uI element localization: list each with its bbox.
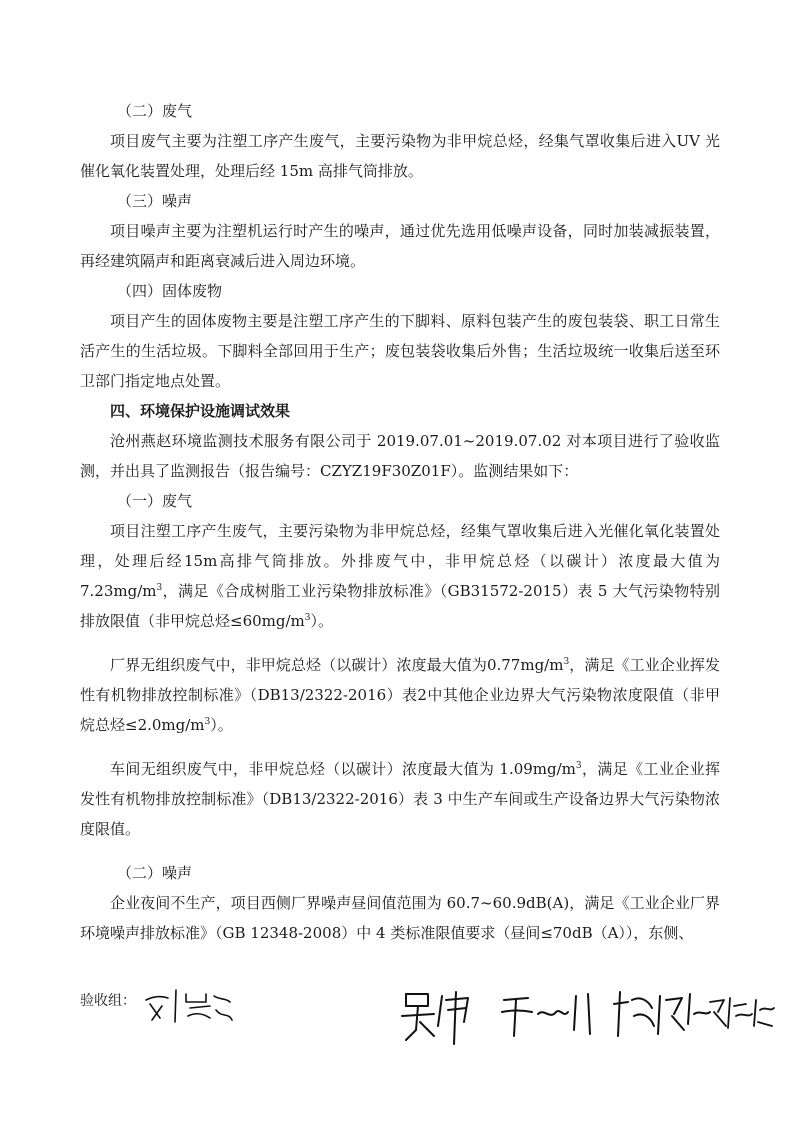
paragraph-results-gas-1 xyxy=(80,516,720,636)
paragraph-solid-waste: 项目产生的固体废物主要是注塑工序产生的下脚料、原料包装产生的废包装袋、职工日常生活产生的生活垃圾。下脚料全部回用于生产；废包装袋收集后外售；生活垃圾统一收集后送至环卫部门指定地点处置。 xyxy=(80,312,720,390)
paragraph-results-noise: 企业夜间不生产，项目西侧厂界噪声昼间值范围为 60.7~60.9dB(A)，满足《工业企业厂界环境噪声排放标准》（GB 12348-2008）中 4 类标准限值要求（昼间≤70dB（A）），东侧、 xyxy=(80,894,720,942)
text-run: ，满足《合成树脂工业污染物排放标准》（GB31572-2015）表 5 大气污染物特别排放限值（非甲烷总烃≤60mg/m xyxy=(80,582,720,630)
superscript: 3 xyxy=(563,657,570,667)
paragraph-results-gas-2 xyxy=(80,650,720,740)
text-run: ，满足《工业企业挥发性有机物排放控制标准》（DB13/2322-2016）表 3 中生产车间或生产设备边界大气污染物浓度限值。 xyxy=(80,760,720,838)
handwritten-signature-4 xyxy=(612,986,712,1042)
signature-row xyxy=(80,982,780,1052)
superscript: 3 xyxy=(575,761,582,771)
spacer xyxy=(80,740,720,754)
spacer xyxy=(80,636,720,650)
signature-label: 验收组： xyxy=(80,993,136,1009)
section-heading-results-noise: （二）噪声 xyxy=(117,864,193,882)
paragraph-waste-gas: 项目废气主要为注塑工序产生废气，主要污染物为非甲烷总烃，经集气罩收集后进入UV 光催化氧化装置处理，处理后经 15m 高排气筒排放。 xyxy=(80,132,720,180)
section-heading-waste-gas: （二）废气 xyxy=(117,102,193,120)
handwritten-signature-5 xyxy=(706,992,776,1032)
paragraph-results-gas-3 xyxy=(80,754,720,844)
section-heading-results-gas: （一）废气 xyxy=(117,492,193,510)
handwritten-signature-3 xyxy=(498,990,598,1040)
superscript: 3 xyxy=(156,583,163,593)
handwritten-signature-1 xyxy=(140,982,236,1026)
section-heading-results: 四、环境保护设施调试效果 xyxy=(110,402,291,420)
text-run: 项目注塑工序产生废气，主要污染物为非甲烷总烃，经集气罩收集后进入光催化氧化装置处理，处理后经15m高排气筒排放。外排废气中，非甲烷总烃（以碳计）浓度最大值为7.23mg/m xyxy=(80,522,720,600)
text-run: ，满足《工业企业挥发性有机物排放控制标准》（DB13/2322-2016）表2中其他企业边界大气污染物浓度限值（非甲烷总烃≤2.0mg/m xyxy=(80,656,720,734)
section-heading-solid-waste: （四）固体废物 xyxy=(117,282,223,300)
text-run: ）。 xyxy=(210,716,233,734)
text-run: ）。 xyxy=(310,612,334,630)
spacer xyxy=(80,844,720,858)
superscript: 3 xyxy=(304,613,311,623)
superscript: 3 xyxy=(204,717,211,727)
text-run: 厂界无组织废气中，非甲烷总烃（以碳计）浓度最大值为0.77mg/m xyxy=(110,656,564,674)
document-body xyxy=(80,96,720,948)
paragraph-noise: 项目噪声主要为注塑机运行时产生的噪声，通过优先选用低噪声设备，同时加装减振装置，再经建筑隔声和距离衰减后进入周边环境。 xyxy=(80,222,720,270)
section-heading-noise: （三）噪声 xyxy=(117,192,193,210)
text-run: 车间无组织废气中，非甲烷总烃（以碳计）浓度最大值为 1.09mg/m xyxy=(110,760,576,778)
paragraph-monitoring: 沧州燕赵环境监测技术服务有限公司于 2019.07.01~2019.07.02 对本项目进行了验收监测，并出具了监测报告（报告编号：CZYZ19F30Z01F）。监测结果如下： xyxy=(80,432,720,480)
handwritten-signature-2 xyxy=(398,986,474,1046)
